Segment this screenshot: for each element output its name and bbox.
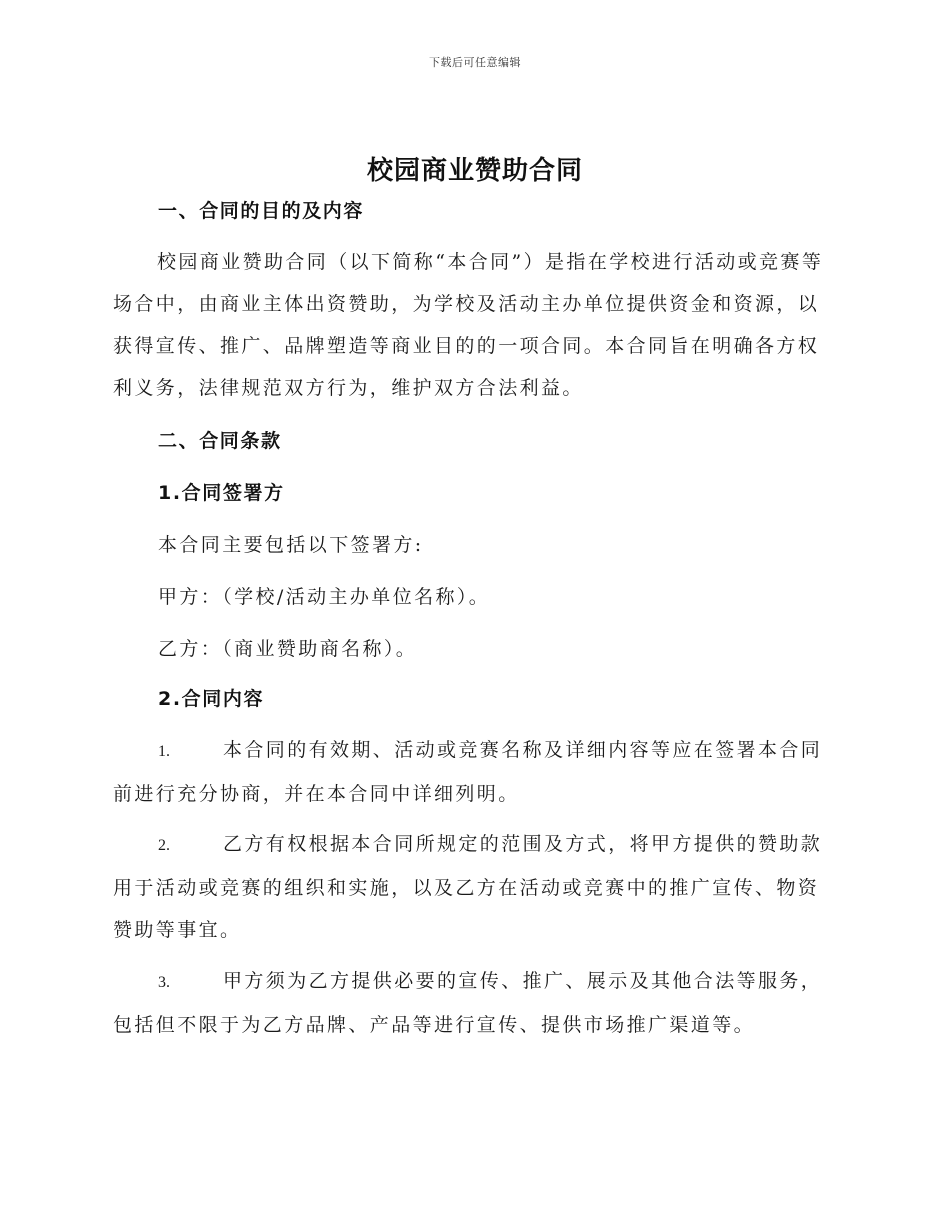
list-item-number: 3. xyxy=(158,974,170,991)
party-a-line: 甲方：（学校/活动主办单位名称）。 xyxy=(158,586,491,608)
list-item-number: 2. xyxy=(158,837,170,854)
list-item xyxy=(113,729,835,815)
sub1-heading: 1.合同签署方 xyxy=(158,482,285,504)
section1-heading: 一、合同的目的及内容 xyxy=(158,200,365,222)
list-item-text: 本合同的有效期、活动或竞赛名称及详细内容等应在签署本合同前进行充分协商，并在本合同中详细列明。 xyxy=(113,739,823,805)
list-item-text: 乙方有权根据本合同所规定的范围及方式，将甲方提供的赞助款用于活动或竞赛的组织和实施，以及乙方在活动或竞赛中的推广宣传、物资赞助等事宜。 xyxy=(113,833,823,941)
list-item xyxy=(113,960,835,1046)
signatories-intro: 本合同主要包括以下签署方: xyxy=(158,534,424,556)
section1-paragraph: 校园商业赞助合同（以下简称“本合同”）是指在学校进行活动或竞赛等场合中，由商业主体出资赞助，为学校及活动主办单位提供资金和资源，以获得宣传、推广、品牌塑造等商业目的的一项合同。本合同旨在明确各方权利义务，法律规范双方行为，维护双方合法利益。 xyxy=(113,251,824,399)
list-item xyxy=(113,823,835,951)
section2-heading: 二、合同条款 xyxy=(158,430,282,452)
list-item-number: 1. xyxy=(158,743,170,760)
party-b-line: 乙方：（商业赞助商名称）。 xyxy=(158,638,418,660)
document-title: 校园商业赞助合同 xyxy=(366,156,583,186)
sub2-heading: 2.合同内容 xyxy=(158,688,265,710)
page-header-note: 下载后可任意编辑 xyxy=(429,56,521,69)
list-item-text: 甲方须为乙方提供必要的宣传、推广、展示及其他合法等服务，包括但不限于为乙方品牌、产品等进行宣传、提供市场推广渠道等。 xyxy=(113,970,823,1036)
